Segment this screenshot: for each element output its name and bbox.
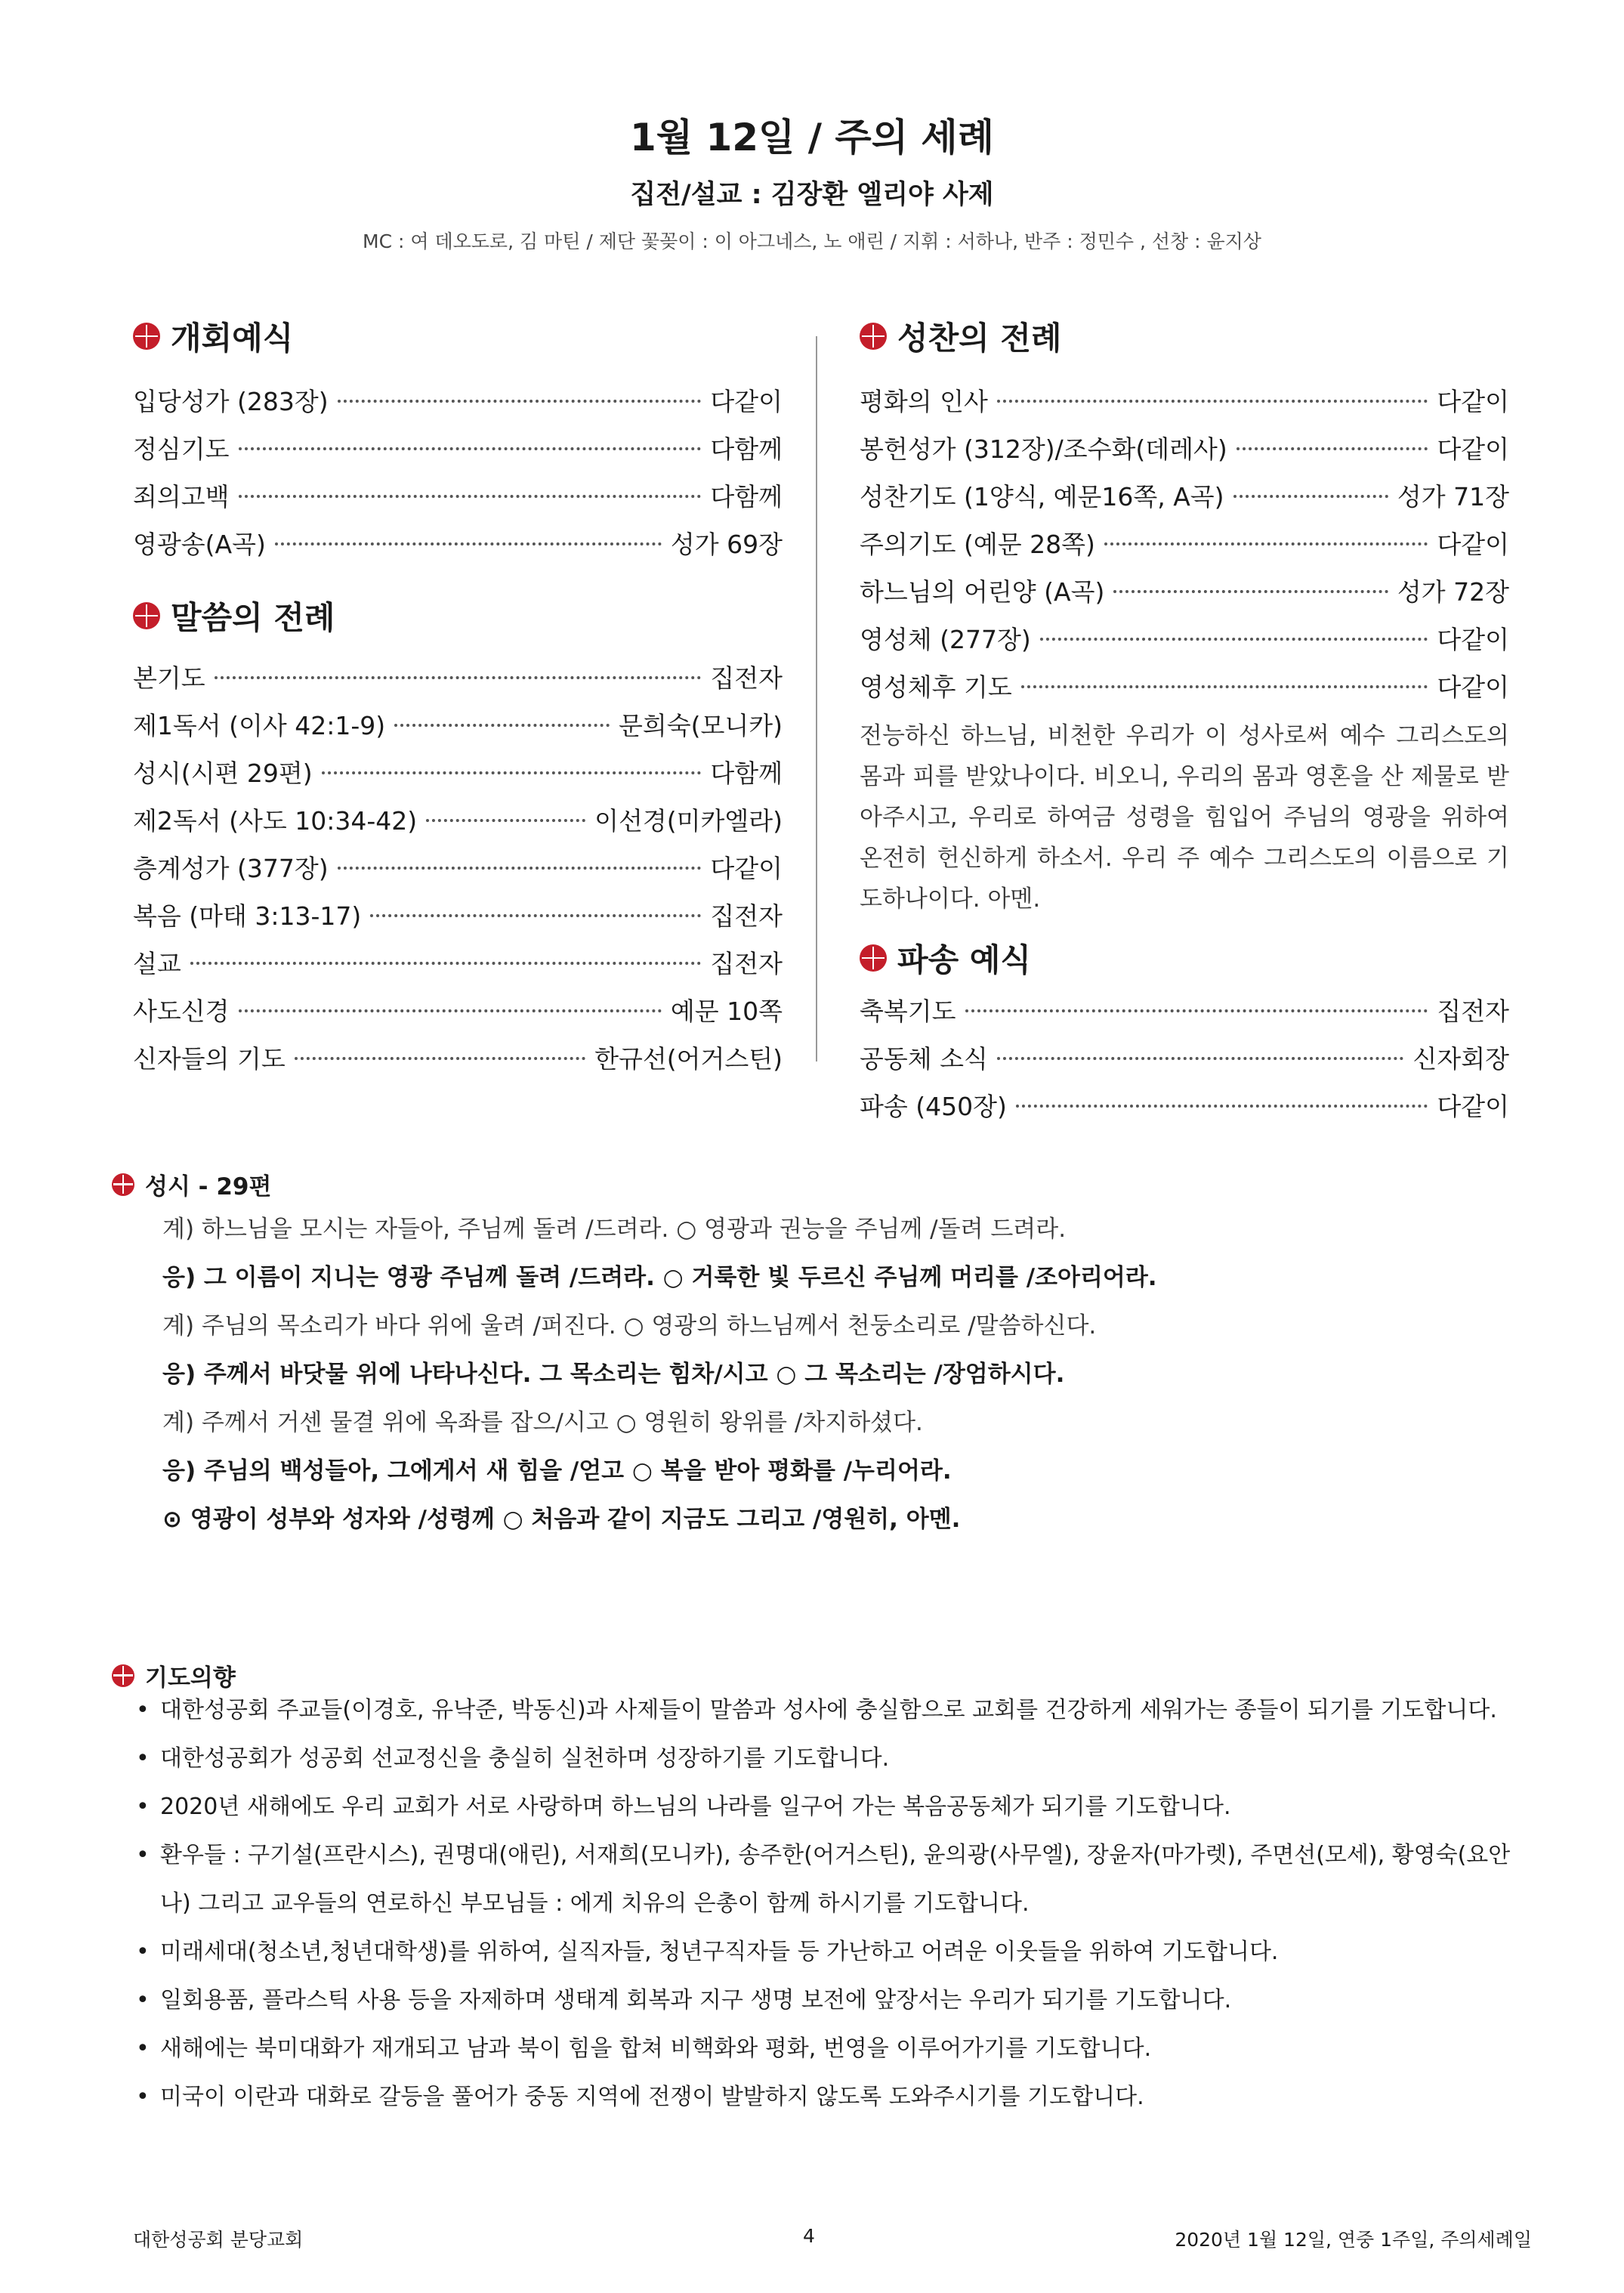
right-column xyxy=(860,310,1509,1130)
order-item: 죄의고백 다함께 xyxy=(133,482,783,511)
order-item: 성시(시편 29편) 다함께 xyxy=(133,759,783,788)
order-item: 성찬기도 (1양식, 예문16쪽, A곡) 성가 71장 xyxy=(860,482,1509,511)
page-title: 1월 12일 / 주의 세례 xyxy=(629,116,995,159)
order-item: 축복기도 집전자 xyxy=(860,997,1509,1026)
section-heading-word: 말씀의 전례 xyxy=(133,589,783,642)
psalm-verse-leader: 계) 하느님을 모시는 자들아, 주님께 돌려 /드려라. ○ 영광과 권능을 주님께 /돌려 드려라. xyxy=(162,1216,1067,1243)
section-heading-dismissal: 파송 예식 xyxy=(860,932,1509,984)
list-item: • 미국이 이란과 대화로 갈등을 풀어가 중동 지역에 전쟁이 발발하지 않도록 도와주시기를 기도합니다. xyxy=(136,2084,1144,2110)
order-item: 제2독서 (사도 10:34-42) 이선경(미카엘라) xyxy=(133,806,783,836)
ministers-line: MC : 여 데오도로, 김 마틴 / 제단 꽃꽂이 : 이 아그네스, 노 애린 / 지휘 : 서하나, 반주 : 정민수 , 선창 : 윤지상 xyxy=(363,230,1261,252)
section-heading-opening: 개회예식 xyxy=(133,310,783,363)
red-cross-icon xyxy=(133,602,160,629)
psalm-verse-leader: 계) 주님의 목소리가 바다 위에 울려 /퍼진다. ○ 영광의 하느님께서 천둥소리로 /말씀하신다. xyxy=(162,1312,1097,1340)
list-item: • 대한성공회 주교들(이경호, 유낙준, 박동신)과 사제들이 말씀과 성사에 충실함으로 교회를 건강하게 세워가는 종들이 되기를 기도합니다. xyxy=(136,1697,1497,1723)
order-item: 복음 (마태 3:13-17) 집전자 xyxy=(133,901,783,931)
intentions-heading: 기도의향 xyxy=(112,1658,236,1692)
column-divider xyxy=(816,336,817,1062)
page-number: 4 xyxy=(803,2225,815,2247)
red-cross-icon xyxy=(133,323,160,350)
order-item: 파송 (450장) 다같이 xyxy=(860,1092,1509,1121)
list-item: • 미래세대(청소년,청년대학생)를 위하여, 실직자들, 청년구직자들 등 가난하고 어려운 이웃들을 위하여 기도합니다. xyxy=(136,1939,1279,1965)
list-item: • 새해에는 북미대화가 재개되고 남과 북이 힘을 합쳐 비핵화와 평화, 번영을 이루어가기를 기도합니다. xyxy=(136,2035,1152,2062)
order-item: 평화의 인사 다같이 xyxy=(860,387,1509,416)
list-item: • 환우들 : 구기설(프란시스), 권명대(애린), 서재희(모니카), 송주한(어거스틴), 윤의광(사무엘), 장윤자(마가렛), 주면선(모세), 황영숙(요안나) 그리고 교우들의 연로하신 부모님들 : 에게 치유의 은총이 함께 하시기를 기도합니다. xyxy=(136,1842,1511,1917)
list-item: • 대한성공회가 성공회 선교정신을 충실히 실천하며 성장하기를 기도합니다. xyxy=(136,1745,890,1772)
order-item: 본기도 집전자 xyxy=(133,663,783,693)
psalm-verse-response: 응) 그 이름이 지니는 영광 주님께 돌려 /드려라. ○ 거룩한 빛 두르신 주님께 머리를 /조아리어라. xyxy=(162,1264,1157,1291)
order-item: 설교 집전자 xyxy=(133,949,783,978)
order-item: 영성체후 기도 다같이 xyxy=(860,672,1509,702)
section-heading-eucharist: 성찬의 전례 xyxy=(860,310,1509,363)
psalm-verse-leader: 계) 주께서 거센 물결 위에 옥좌를 잡으/시고 ○ 영원히 왕위를 /차지하셨다. xyxy=(162,1409,923,1436)
psalm-verse-response: 응) 주께서 바닷물 위에 나타나신다. 그 목소리는 힘차/시고 ○ 그 목소리는 /장엄하시다. xyxy=(162,1361,1065,1388)
order-item: 정심기도 다함께 xyxy=(133,434,783,464)
order-item: 주의기도 (예문 28쪽) 다같이 xyxy=(860,530,1509,559)
order-item: 봉헌성가 (312장)/조수화(데레사) 다같이 xyxy=(860,434,1509,464)
order-item: 하느님의 어린양 (A곡) 성가 72장 xyxy=(860,577,1509,607)
psalm-gloria: ⊙ 영광이 성부와 성자와 /성령께 ○ 처음과 같이 지금도 그리고 /영원히, 아멘. xyxy=(162,1506,961,1533)
red-cross-icon xyxy=(860,323,887,350)
red-cross-icon xyxy=(860,944,887,972)
order-item: 제1독서 (이사 42:1-9) 문희숙(모니카) xyxy=(133,711,783,740)
red-cross-icon xyxy=(112,1664,134,1687)
order-item: 공동체 소식 신자회장 xyxy=(860,1044,1509,1074)
order-item: 입당성가 (283장) 다같이 xyxy=(133,387,783,416)
psalm-heading: 성시 - 29편 xyxy=(112,1167,271,1201)
psalm-verse-response: 응) 주님의 백성들아, 그에게서 새 힘을 /얻고 ○ 복을 받아 평화를 /누리어라. xyxy=(162,1457,952,1485)
psalm-text xyxy=(162,1205,1522,1544)
order-item: 사도신경 예문 10쪽 xyxy=(133,997,783,1026)
order-item: 영광송(A곡) 성가 69장 xyxy=(133,530,783,559)
left-column xyxy=(133,310,783,1083)
post-communion-prayer: 전능하신 하느님, 비천한 우리가 이 성사로써 예수 그리스도의 몸과 피를 받았나이다. 비오니, 우리의 몸과 영혼을 산 제물로 받아주시고, 우리로 하여금 성령을 힘입어 주님의 영광을 위하여 온전히 헌신하게 하소서. 우리 주 예수 그리스도의 이름으로 기도하나이다. 아멘. xyxy=(860,722,1509,913)
red-cross-icon xyxy=(112,1173,134,1196)
list-item: • 일회용품, 플라스틱 사용 등을 자제하며 생태계 회복과 지구 생명 보전에 앞장서는 우리가 되기를 기도합니다. xyxy=(136,1987,1232,2013)
order-item: 층계성가 (377장) 다같이 xyxy=(133,854,783,883)
celebrant-line: 집전/설교 : 김장환 엘리야 사제 xyxy=(630,180,994,210)
intentions-list xyxy=(136,1686,1533,2121)
footer-church-name: 대한성공회 분당교회 xyxy=(133,2229,304,2251)
order-item: 영성체 (277장) 다같이 xyxy=(860,625,1509,654)
footer-date: 2020년 1월 12일, 연중 1주일, 주의세례일 xyxy=(1175,2229,1532,2251)
list-item: • 2020년 새해에도 우리 교회가 서로 사랑하며 하느님의 나라를 일구어 가는 복음공동체가 되기를 기도합니다. xyxy=(136,1794,1231,1820)
order-item: 신자들의 기도 한규선(어거스틴) xyxy=(133,1044,783,1074)
